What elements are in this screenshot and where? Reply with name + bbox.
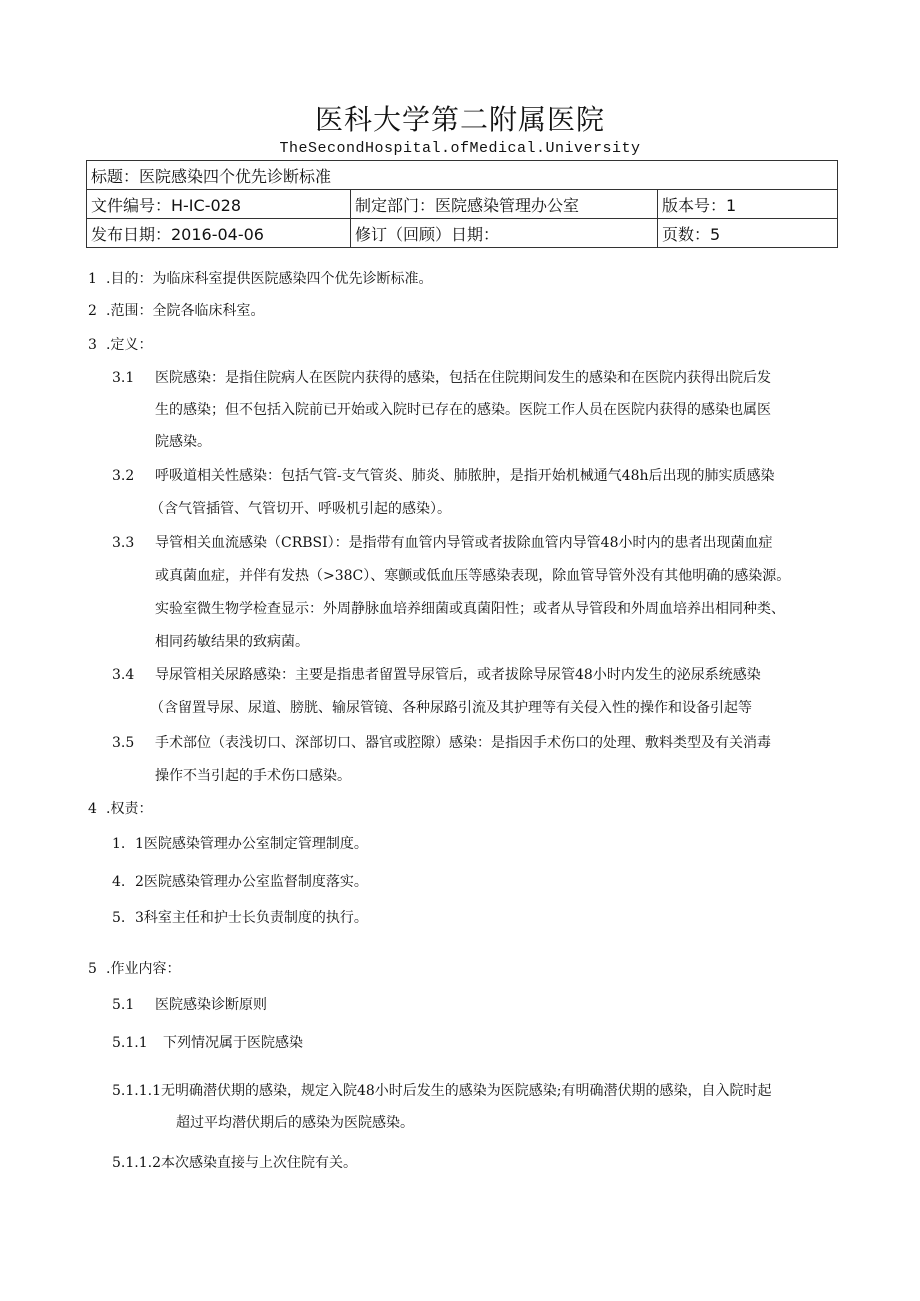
section-5-number: 5 xyxy=(88,961,97,977)
definition-3-1-number: 3.1 xyxy=(112,370,135,386)
responsibility-1-number: 1. xyxy=(112,836,126,852)
definition-3-5-number: 3.5 xyxy=(112,735,135,751)
meta-publish-date: 发布日期：2016-04-06 xyxy=(87,219,351,248)
meta-row-info xyxy=(87,190,838,219)
definition-3-3-line-1: 导管相关血流感染（CRBSI）：是指带有血管内导管或者拔除血管内导管48小时内的患者出现菌血症 xyxy=(155,535,773,551)
definition-3-1-line-2: 生的感染；但不包括入院前已开始或入院时已存在的感染。医院工作人员在医院内获得的感染也属医 xyxy=(155,402,771,418)
meta-row-dates xyxy=(87,219,838,248)
section-2-number: 2 xyxy=(88,303,97,319)
section-4-text: .权责： xyxy=(106,801,153,817)
definition-3-4-line-2: （含留置导尿、尿道、膀胱、输尿管镜、各种尿路引流及其护理等有关侵入性的操作和设备引起等 xyxy=(150,700,752,716)
section-1-number: 1 xyxy=(88,271,97,287)
definition-3-5-line-2: 操作不当引起的手术伤口感染。 xyxy=(155,768,351,784)
responsibility-3-number: 5. xyxy=(112,910,126,926)
meta-pages: 页数：5 xyxy=(658,219,838,248)
responsibility-2-number: 4. xyxy=(112,874,126,890)
definition-3-3-line-4: 相同药敏结果的致病菌。 xyxy=(155,634,309,650)
hospital-title-cn: 医科大学第二附属医院 xyxy=(314,103,605,136)
subsection-5-1-number: 5.1 xyxy=(112,997,135,1013)
responsibility-3-text: 3科室主任和护士长负责制度的执行。 xyxy=(135,910,368,926)
section-5-text: .作业内容： xyxy=(106,961,181,977)
section-1-text: .目的：为临床科室提供医院感染四个优先诊断标准。 xyxy=(106,271,433,287)
definition-3-1-line-3: 院感染。 xyxy=(155,434,211,450)
subsection-5-1-1-text: 下列情况属于医院感染 xyxy=(163,1035,303,1051)
section-2-text: .范围：全院各临床科室。 xyxy=(106,303,265,319)
section-4-number: 4 xyxy=(88,801,97,817)
definition-3-3-number: 3.3 xyxy=(112,535,135,551)
hospital-title-en: TheSecondHospital.ofMedical.University xyxy=(279,140,641,157)
meta-dept: 制定部门：医院感染管理办公室 xyxy=(351,190,658,219)
definition-3-1-line-1: 医院感染：是指住院病人在医院内获得的感染，包括在住院期间发生的感染和在医院内获得出院后发 xyxy=(155,370,771,386)
definition-3-5-line-1: 手术部位（表浅切口、深部切口、器官或腔隙）感染：是指因手术伤口的处理、敷料类型及有关消毒 xyxy=(155,735,771,751)
subsection-5-1-1-number: 5.1.1 xyxy=(112,1035,148,1051)
definition-3-3-line-2: 或真菌血症，并伴有发热（>38C）、寒颤或低血压等感染表现，除血管导管外没有其他明确的感染源。 xyxy=(155,568,791,584)
definition-3-3-line-3: 实验室微生物学检查显示：外周静脉血培养细菌或真菌阳性；或者从导管段和外周血培养出相同种类、 xyxy=(155,601,785,617)
definition-3-2-number: 3.2 xyxy=(112,468,135,484)
item-5-1-1-2-line-1: 5.1.1.2本次感染直接与上次住院有关。 xyxy=(112,1155,357,1171)
definition-3-4-number: 3.4 xyxy=(112,667,135,683)
section-3-text: .定义： xyxy=(106,337,153,353)
definition-3-4-line-1: 导尿管相关尿路感染：主要是指患者留置导尿管后，或者拔除导尿管48小时内发生的泌尿系统感染 xyxy=(155,667,761,683)
meta-revision-date: 修订（回顾）日期： xyxy=(351,219,658,248)
section-3-number: 3 xyxy=(88,337,97,353)
meta-version: 版本号：1 xyxy=(658,190,838,219)
subsection-5-1-text: 医院感染诊断原则 xyxy=(155,997,267,1013)
meta-row-title xyxy=(87,161,838,190)
meta-title: 标题：医院感染四个优先诊断标准 xyxy=(87,161,838,190)
definition-3-2-line-1: 呼吸道相关性感染：包括气管-支气管炎、肺炎、肺脓肿，是指开始机械通气48h后出现的肺实质感染 xyxy=(155,468,775,484)
document-meta-table xyxy=(86,160,838,248)
responsibility-1-text: 1医院感染管理办公室制定管理制度。 xyxy=(135,836,368,852)
responsibility-2-text: 2医院感染管理办公室监督制度落实。 xyxy=(135,874,368,890)
meta-doc-no: 文件编号：H-IC-028 xyxy=(87,190,351,219)
item-5-1-1-1-line-2: 超过平均潜伏期后的感染为医院感染。 xyxy=(176,1115,414,1131)
definition-3-2-line-2: （含气管插管、气管切开、呼吸机引起的感染）。 xyxy=(150,501,451,517)
item-5-1-1-1-line-1: 5.1.1.1无明确潜伏期的感染，规定入院48小时后发生的感染为医院感染;有明确潜伏期的感染，自入院时起 xyxy=(112,1083,772,1099)
